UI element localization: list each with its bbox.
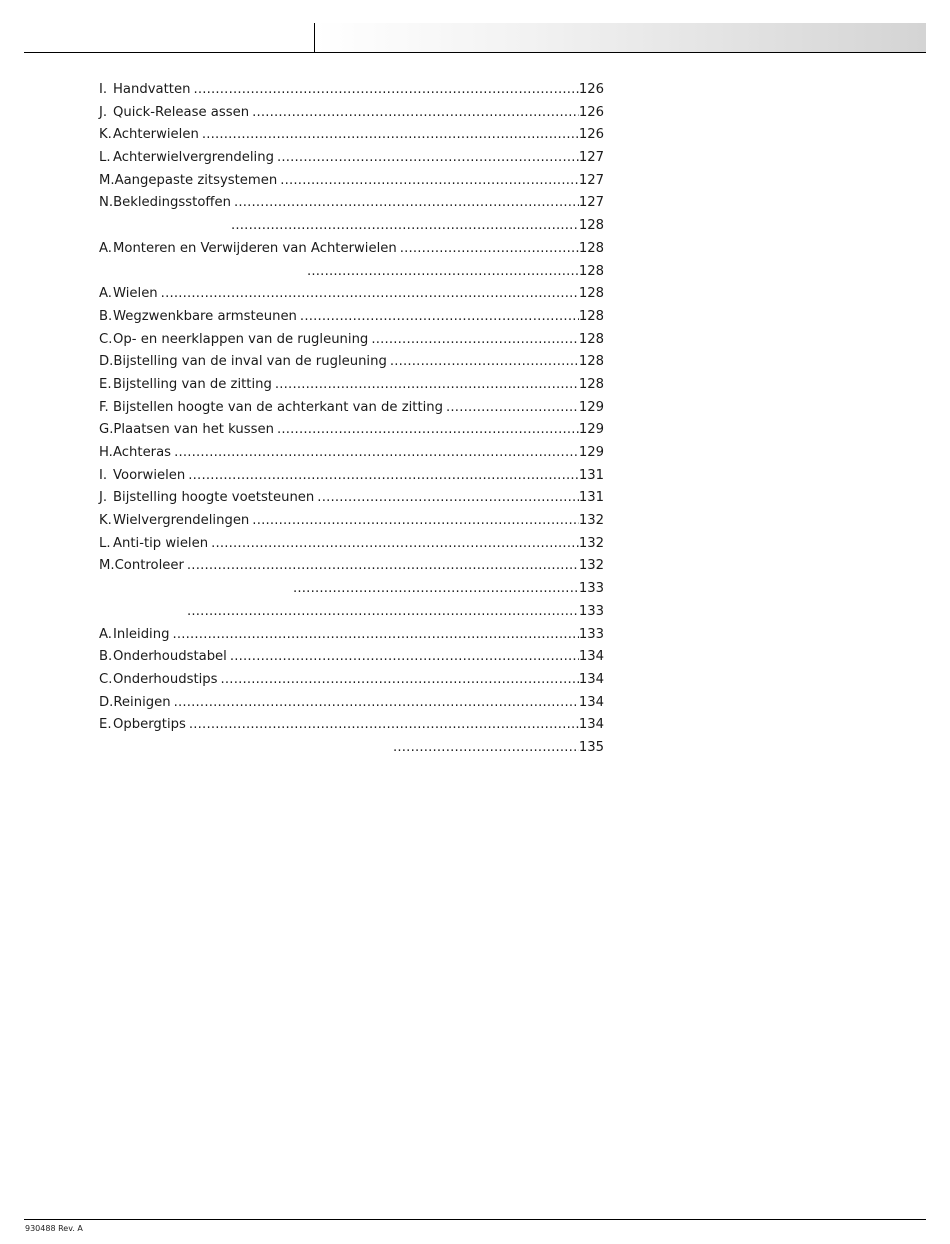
toc-dot-leader: [300, 306, 579, 329]
toc-entry-title: Op- en neerklappen van de rugleuning: [113, 331, 369, 347]
toc-dot-leader: [277, 147, 579, 170]
toc-entry[interactable]: [99, 329, 604, 352]
toc-entry-page: 129: [578, 399, 604, 415]
toc-dot-leader: [202, 124, 579, 147]
toc-dot-leader: [211, 533, 579, 556]
toc-entry-page: 128: [578, 354, 604, 370]
toc-entry[interactable]: [99, 624, 604, 647]
toc-entry-letter: K.: [99, 513, 112, 529]
toc-entry-letter: C.: [99, 331, 113, 347]
toc-entry-page: 128: [578, 376, 604, 392]
toc-dot-leader: [174, 442, 579, 465]
toc-entry-letter: I.: [99, 82, 108, 97]
toc-entry-page: 131: [578, 490, 604, 506]
toc-entry-page: 134: [578, 671, 604, 687]
toc-dot-leader: [187, 601, 579, 624]
toc-dot-leader: [189, 714, 579, 737]
toc-entry-title: Onderhoudstips: [113, 671, 218, 687]
toc-entry-title: Monteren en Verwijderen van Achterwielen: [113, 240, 397, 256]
toc-entry[interactable]: [99, 578, 604, 601]
toc-entry-page: 127: [578, 172, 604, 188]
toc-dot-leader: [446, 397, 579, 420]
toc-dot-leader: [371, 329, 579, 352]
toc-entry-page: 128: [578, 308, 604, 324]
toc-entry[interactable]: [99, 306, 604, 329]
toc-dot-leader: [252, 510, 579, 533]
toc-entry-title: Anti-tip wielen: [113, 535, 209, 551]
toc-entry-page: 128: [578, 331, 604, 347]
toc-dot-leader: [400, 238, 579, 261]
toc-entry[interactable]: [99, 646, 604, 669]
footer-doc-number: 930488 Rev. A: [25, 1224, 83, 1233]
toc-entry-letter: E.: [99, 717, 112, 733]
toc-entry[interactable]: [99, 397, 604, 420]
toc-entry-letter: C.: [99, 671, 113, 687]
toc-entry-title: Quick-Release assen: [113, 104, 250, 120]
toc-entry-letter: D.: [99, 354, 114, 370]
toc-entry[interactable]: [99, 601, 604, 624]
toc-entry-page: 128: [578, 240, 604, 256]
toc-entry-letter: D.: [99, 694, 114, 710]
toc-entry-letter: E.: [99, 376, 112, 392]
toc-entry-title: Reinigen: [113, 694, 171, 710]
toc-entry-title: Voorwielen: [113, 467, 186, 483]
toc-entry-title: Achteras: [113, 445, 172, 460]
header-left-panel: [24, 23, 314, 53]
footer-rule: [24, 1219, 926, 1220]
toc-entry[interactable]: [99, 261, 604, 284]
toc-entry[interactable]: [99, 669, 604, 692]
toc-entry[interactable]: [99, 170, 604, 193]
toc-dot-leader: [174, 692, 579, 715]
toc-entry-page: 126: [578, 104, 604, 120]
toc-dot-leader: [393, 737, 579, 760]
toc-entry[interactable]: [99, 351, 604, 374]
toc-dot-leader: [193, 79, 578, 102]
toc-entry-page: 132: [578, 558, 604, 574]
toc-entry-page: 129: [578, 445, 604, 460]
toc-entry-title: Achterwielen: [113, 127, 199, 143]
toc-dot-leader: [172, 624, 578, 647]
toc-entry[interactable]: [99, 555, 604, 578]
toc-entry-page: 134: [578, 649, 604, 665]
toc-dot-leader: [275, 374, 579, 397]
toc-entry-title: Controleer: [114, 558, 184, 574]
toc-entry-page: 127: [578, 150, 604, 166]
toc-entry-letter: H.: [99, 445, 113, 460]
toc-entry[interactable]: [99, 192, 604, 215]
toc-dot-leader: [390, 351, 579, 374]
toc-entry-page: 126: [578, 127, 604, 143]
toc-entry[interactable]: [99, 487, 604, 510]
toc-entry-title: Onderhoudstabel: [113, 649, 227, 665]
toc-entry-title: Plaatsen van het kussen: [113, 422, 274, 438]
toc-entry-title: Aangepaste zitsystemen: [114, 172, 278, 188]
toc-entry[interactable]: [99, 215, 604, 238]
toc-entry[interactable]: [99, 238, 604, 261]
toc-entry-page: 127: [578, 195, 604, 211]
toc-entry-letter: A.: [99, 240, 112, 256]
toc-entry-title: Achterwielvergrendeling: [113, 150, 274, 166]
toc-entry-title: Inleiding: [113, 626, 170, 642]
toc-entry-letter: B.: [99, 308, 113, 324]
toc-dot-leader: [234, 192, 579, 215]
toc-dot-leader: [231, 215, 579, 238]
toc-entry-title: Wegzwenkbare armsteunen: [113, 308, 297, 324]
toc-entry-page: 129: [578, 422, 604, 438]
toc-entry[interactable]: [99, 692, 604, 715]
toc-dot-leader: [293, 578, 579, 601]
toc-entry-title: Handvatten: [113, 82, 191, 97]
toc-entry[interactable]: [99, 419, 604, 442]
toc-dot-leader: [280, 170, 579, 193]
toc-entry-page: 134: [578, 717, 604, 733]
toc-entry-page: 133: [578, 581, 604, 597]
toc-dot-leader: [230, 646, 579, 669]
toc-entry-page: 126: [578, 82, 604, 97]
toc-entry-letter: K.: [99, 127, 112, 143]
toc-entry[interactable]: [99, 737, 604, 760]
toc-entry[interactable]: [99, 510, 604, 533]
toc-entry-letter: G.: [99, 422, 114, 438]
toc-entry-letter: I.: [99, 467, 108, 483]
toc-entry-letter: J.: [99, 104, 108, 120]
toc-entry-letter: F.: [99, 399, 109, 415]
toc-entry-letter: A.: [99, 626, 112, 642]
toc-entry-page: 128: [578, 218, 604, 234]
toc-entry-title: Wielvergrendelingen: [113, 513, 250, 529]
toc-dot-leader: [221, 669, 579, 692]
toc-entry[interactable]: [99, 102, 604, 125]
toc-entry[interactable]: [99, 124, 604, 147]
toc-dot-leader: [277, 419, 579, 442]
page-header: [24, 23, 926, 53]
toc-entry-letter: M.: [99, 172, 115, 188]
toc-entry-letter: L.: [99, 535, 111, 551]
toc-entry-letter: N.: [99, 195, 114, 211]
header-gradient-panel: [315, 23, 926, 53]
toc-entry-page: 134: [578, 694, 604, 710]
toc-entry-letter: M.: [99, 558, 115, 574]
toc-dot-leader: [187, 555, 579, 578]
toc-entry[interactable]: [99, 442, 604, 465]
toc-entry-letter: B.: [99, 649, 113, 665]
toc-entry-page: 132: [578, 535, 604, 551]
toc-entry-page: 128: [578, 286, 604, 302]
toc-dot-leader: [252, 102, 579, 125]
toc-entry-title: Opbergtips: [113, 717, 186, 733]
toc-dot-leader: [188, 465, 579, 488]
toc-entry-title: Wielen: [113, 286, 158, 302]
toc-entry-page: 128: [578, 263, 604, 279]
toc-entry-page: 135: [578, 739, 604, 755]
toc-entry[interactable]: [99, 714, 604, 737]
toc-entry-title: Bijstellen hoogte van de achterkant van de zitting: [113, 399, 444, 415]
toc-entry[interactable]: [99, 374, 604, 397]
toc-dot-leader: [161, 283, 579, 306]
toc-entry[interactable]: [99, 465, 604, 488]
toc-entry[interactable]: [99, 79, 604, 102]
toc-entry-page: 133: [578, 626, 604, 642]
toc-entry-title: Bijstelling van de zitting: [113, 376, 272, 392]
toc-entry-letter: J.: [99, 490, 108, 506]
toc-entry[interactable]: [99, 283, 604, 306]
toc-entry[interactable]: [99, 147, 604, 170]
toc-entry-letter: A.: [99, 286, 112, 302]
toc-entry-letter: L.: [99, 150, 111, 166]
toc-entry-page: 131: [578, 467, 604, 483]
toc-entry-title: Bekledingsstoffen: [113, 195, 231, 211]
toc-entry[interactable]: [99, 533, 604, 556]
toc-dot-leader: [317, 487, 579, 510]
toc-entry-title: Bijstelling van de inval van de rugleuning: [113, 354, 387, 370]
toc-dot-leader: [307, 261, 579, 284]
toc-entry-page: 132: [578, 513, 604, 529]
table-of-contents: [99, 79, 604, 760]
toc-entry-title: Bijstelling hoogte voetsteunen: [113, 490, 315, 506]
toc-entry-page: 133: [578, 603, 604, 619]
